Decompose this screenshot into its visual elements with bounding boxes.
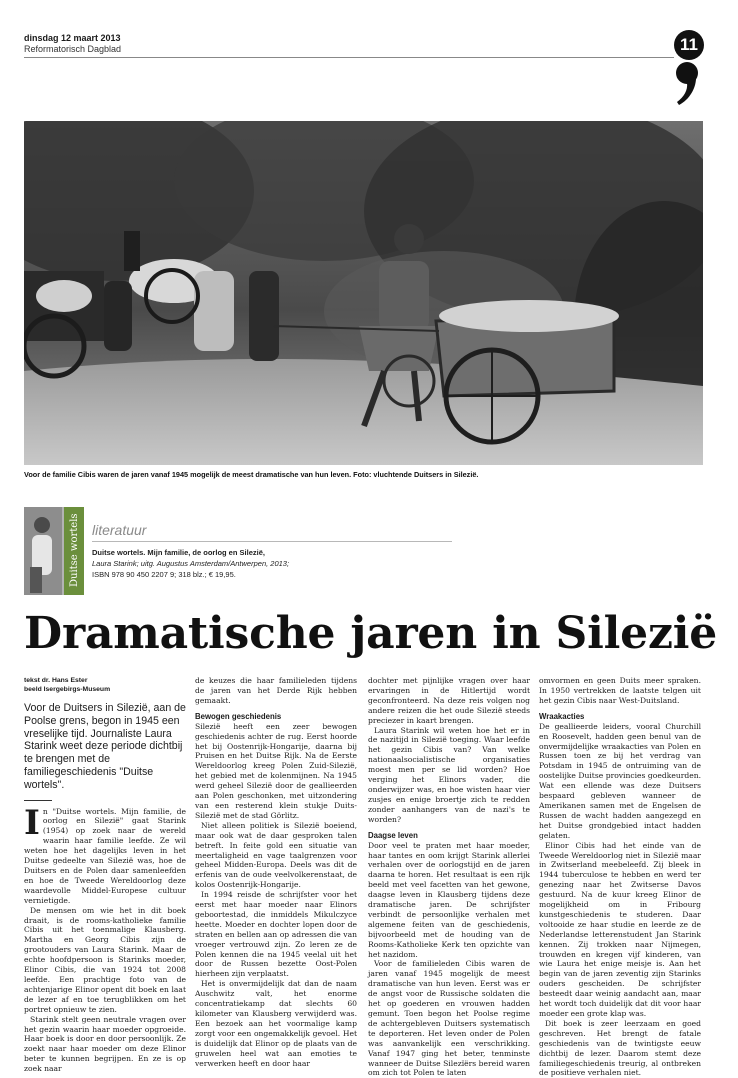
paragraph: Elinor Cibis had het einde van de Tweede Wereldoorlog niet in Silezië maar in Zwitserland meebeleefd. Zij bleek in 1944 tuberculose te hebben en werd ter genezing naar het Zwitserse Davos gestuurd. Na de kuur kreeg Elinor de mogelijkheid om in Fribourg kunstgeschiedenis te studeren. Daar voltooide ze haar studie en leerde ze de Nederlandse letterenstudent Jan Starink kennen. Zij trokken naar Nijmegen, trouwden en kregen vijf kinderen, van wie Laura het enige meisje is. Aan het begin van de jaren zeventig zijn Starinks ouders gescheiden. De schrijfster besteedt daar weinig aandacht aan, maar het wordt toch duidelijk dat dit voor haar moeder een grote klap was. — [539, 840, 701, 1018]
book-cover-title: Duitse wortels — [69, 513, 80, 587]
intro-paragraph: Voor de Duitsers in Silezië, aan de Poolse grens, begon in 1945 een vreselijke tijd. Journaliste Laura Starink weet deze periode dichtbij te brengen met de familiegeschiedenis "Duitse wortels". — [24, 702, 186, 791]
article-column-4 — [539, 676, 701, 1078]
paragraph: Starink stelt geen neutrale vragen over het gezin waarin haar moeder opgroeide. Haar boek is door en door persoonlijk. Ze zoekt naar haar moeder om deze Elinor beter te kunnen begrijpen. En ze is op zoek naar — [24, 1014, 186, 1074]
paragraph: de keuzes die haar familieleden tijdens de jaren van het Derde Rijk hebben gemaakt. — [195, 676, 357, 705]
paragraph: Voor de familieleden Cibis waren de jaren vanaf 1945 mogelijk de meest dramatische van hun leven. Eerst was er de angst voor de Russische soldaten die het op goederen en vrouwen hadden gemunt. Toen begon het Poolse regime de achtergebleven Duitsers systematisch te deporteren. Het leven onder de Polen was aanvankelijk een verschrikking. Vanaf 1947 ging het beter, tenminste wanneer de Duitse Silezïërs bereid waren om zich tot Polen te laten — [368, 959, 530, 1078]
paragraph: De mensen om wie het in dit boek draait, is de rooms-katholieke familie Cibis uit het toenmalige Klausberg. Martha en Georg Cibis zijn de grootouders van Laura Starink. Maar de echte hoofdpersoon is Starinks moeder, Elinor Cibis, die van 1924 tot 2008 leefde. Een prachtige foto van de achtenjarige Elinor opent dit boek en laat de lezer af en toe terugblikken om het portret opnieuw te zien. — [24, 905, 186, 1014]
paragraph: Dit boek is zeer leerzaam en goed geschreven. Het brengt de fatale geschiedenis van de twintigste eeuw dichtbij de lezer. Daarom stemt deze familiegeschiedenis treurig, al ontbreken de positieve verhalen niet. — [539, 1018, 701, 1078]
book-title: Duitse wortels. Mijn familie, de oorlog en Silezië, — [92, 548, 265, 557]
photo-caption: Voor de familie Cibis waren de jaren vanaf 1945 mogelijk de meest dramatische van hun leven. Foto: vluchtende Duitsers in Silezië. — [24, 470, 479, 479]
paragraph: Laura Starink wil weten hoe het er in de nazitijd in Silezië toeging. Waar leefde het gezin Cibis van? Van welke nationaalsocialistische organisaties moest men per se lid worden? Hoe verging het Elinors vader, die onderwijzer was, en hoe wisten haar vier zusjes en enige broertje zich te redden zonder aanhangers van de nazi's te worden? — [368, 725, 530, 824]
subheading-daagse-leven: Daagse leven — [368, 830, 418, 840]
book-isbn-price: ISBN 978 90 450 2207 9; 318 blz.; € 19,95. — [92, 570, 236, 579]
paragraph: dochter met pijnlijke vragen over haar ervaringen in de Hitlertijd wordt geconfronteerd. Na deze reis volgen nog andere reizen die het oude Silezië steeds preciezer in kaart brengen. — [368, 676, 530, 725]
article-column-3 — [368, 676, 530, 1078]
article-column-1 — [24, 676, 186, 1074]
paragraph: Niet alleen politiek is Silezië boeiend, maar ook wat de daar gesproken talen betreft. In feite gold een situatie van meertaligheid en vage taalgrenzen voor geheel Midden-Europa. Deels was dit de erfenis van de oude veelvolkerenstaat, de kolos Oostenrijk-Hongarije. — [195, 820, 357, 890]
masthead-rule — [24, 57, 674, 58]
book-cover-image — [24, 507, 84, 595]
section-rule — [92, 541, 452, 542]
newspaper-name: Reformatorisch Dagblad — [24, 44, 122, 54]
comma-logo-icon — [675, 62, 699, 106]
paragraph: Door veel te praten met haar moeder, haar tantes en oom krijgt Starink allerlei verhalen over de oorlogstijd en de jaren daarna te horen. Het resultaat is een rijk beeld met veel facetten van het gewone, daagse leven in Klausberg tijdens deze dramatische jaren. De schrijfster verbindt de persoonlijke verhalen met algemene feiten van de geschiedenis, bijvoorbeeld met de houding van de Rooms-Katholieke Kerk ten opzichte van het nazidom. — [368, 840, 530, 959]
page-number-badge: 11 — [674, 30, 704, 60]
intro-separator — [24, 800, 52, 801]
paragraph: Silezië heeft een zeer bewogen geschiedenis achter de rug. Eerst hoorde het bij Oostenrijk-Hongarije, daarna bij Pruisen en het Duitse Rijk. Na de Eerste Wereldoorlog kreeg Polen Zuid-Silezië, het gebied met de kolenmijnen. Na 1945 werd geheel Silezië door de geallieerden aan Polen geschonken, met uitzondering van een resterend klein stukje Duits-Silezië met de stad Görlitz. — [195, 721, 357, 820]
subheading-bewogen: Bewogen geschiedenis — [195, 711, 282, 721]
paragraph: omvormen en geen Duits meer spraken. In 1950 vertrekken de laatste telgen uit het gezin Cibis naar West-Duitsland. — [539, 676, 701, 705]
subheading-wraakacties: Wraakacties — [539, 711, 585, 721]
book-author-publisher: Laura Starink; uitg. Augustus Amsterdam/Antwerpen, 2013; — [92, 559, 290, 568]
article-column-2 — [195, 676, 357, 1068]
issue-date: dinsdag 12 maart 2013 — [24, 33, 121, 43]
credit-image: beeld Isergebirgs-Museum — [24, 686, 111, 693]
section-label: literatuur — [92, 522, 147, 538]
paragraph: In 1994 reisde de schrijfster voor het eerst met haar moeder naar Elinors geboortestad, die inmiddels Mikulczyce heette. Moeder en dochter lopen door de straten en bellen aan op adressen die van vroeger vertrouwd zijn. Zo leren ze de Polen kennen die na 1945 veelal uit het door de Russen bezette Oost-Polen hierheen zijn verplaatst. — [195, 890, 357, 979]
credit-text: tekst dr. Hans Ester — [24, 677, 88, 684]
paragraph: Het is onvermijdelijk dat dan de naam Auschwitz valt, het enorme concentratiekamp dat slechts 60 kilometer van Klausberg verwijderd was. Een bezoek aan het voormalige kamp zorgt voor een ongemakkelijk gevoel. Het is duidelijk dat Elinor op de plaats van de gruwelen heel wat aan emoties te verwerken heeft en door haar — [195, 979, 357, 1068]
refugees-photo — [24, 121, 703, 465]
headline: Dramatische jaren in Silezië — [24, 608, 718, 659]
paragraph: In "Duitse wortels. Mijn familie, de oorlog en Silezië" gaat Starink (1954) op zoek naar de wereld waarin haar familie leefde. Ze wil weten hoe het dagelijks leven in het Duitse gedeelte van Silezië was, hoe de Duitsers en de Polen daar samenleefden en hoe de Tweede Wereldoorlog deze waardevolle Middel-Europese cultuur vernietigde. — [24, 802, 186, 905]
paragraph: De geallieerde leiders, vooral Churchill en Roosevelt, hadden geen benul van de onvermijdelijke wraakacties van Polen en Russen toen ze bij het verdrag van Potsdam in 1945 de ontruiming van de oostelijke Duitse provincies goedkeurden. Wat een ellende was deze Duitsers bespaard gebleven wanneer de Amerikanen samen met de Engelsen de Russen de wacht hadden aangezegd en het Duitse grondgebied intact hadden gelaten. — [539, 721, 701, 840]
drop-cap: I — [24, 802, 40, 843]
credits — [24, 676, 186, 694]
